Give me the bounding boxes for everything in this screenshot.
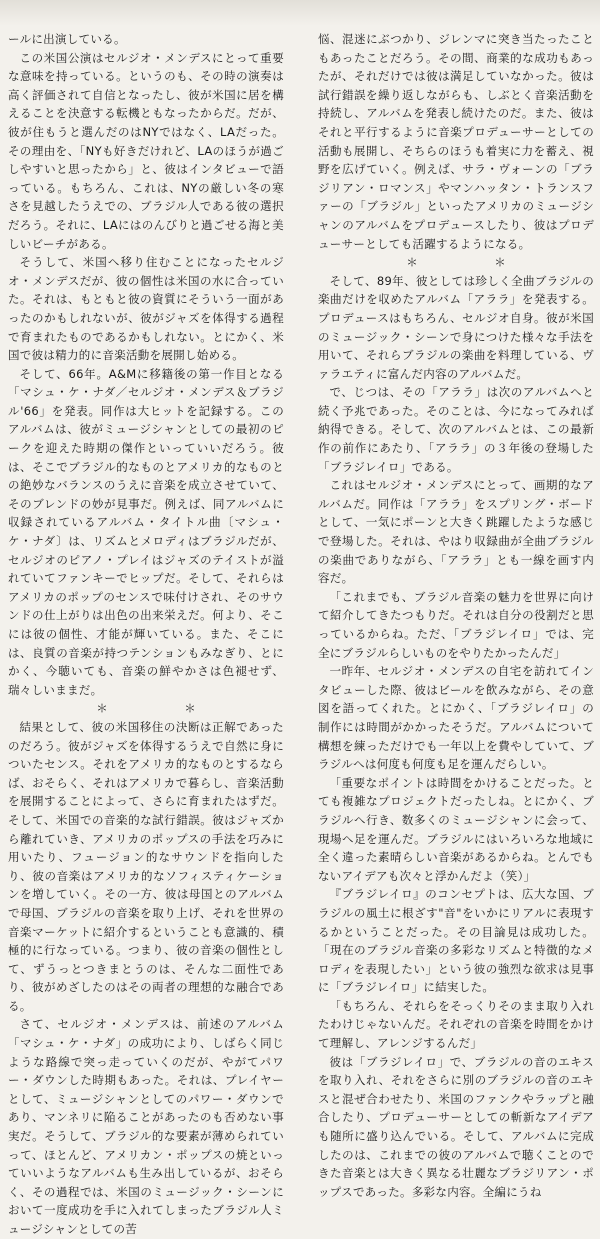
paragraph: ールに出演している。 — [8, 32, 126, 46]
paragraph: これはセルジオ・メンデスにとって、画期的なアルバムだ。同作は「アララ」をスプリング・ボードとして、一気にポーンと大きく跳躍したような感じで登場した。それは、やはり収録曲が全曲ブラジルの楽曲でありながら、「アララ」とも一線を画す内容だ。 — [318, 478, 594, 586]
paragraph: さて、セルジオ・メンデスは、前述のアルバム「マシュ・ケ・ナダ」の成功により、しばらく同じような路線で突っ走っていくのだが、やがてパワー・ダウンした時期もあった。それは、プレイヤーとして、ミュージシャンとしてのパワー・ダウンであり、マンネリに陥ることがあったのも否めない事実だ。そうして、ブラジル的な要素が薄められていって、ほとんど、アメリカン・ポップスの焼といっていいようなアルバムも生み出しているが、おそらく、その過程では、米国のミュージック・シーンにおいて一度成功を手に入れてしまったブラジル人ミュージシャンとしての苦 — [8, 1017, 284, 1236]
paragraph: この米国公演はセルジオ・メンデスにとって重要な意味を持っている。というのも、その時の演奏は高く評価されて自信となったし、彼が米国に居を構えることを決意する転機ともなったからだ。だが、彼が住もうと選んだのはNYではなく、LAだった。その理由を、「NYも好きだけれど、LAのほうが過ごしやすいと思ったから」と、彼はインタビューで語っている。もちろん、これは、NYの厳しい冬の寒さを見越したうえでの、ブラジル人である彼の選択だろう。それに、LAにはのんびりと過ごせる海と美しいビーチがある。 — [8, 50, 284, 251]
paragraph: 「もちろん、それらをそっくりそのまま取り入れたわけじゃないんだ。それぞれの音楽を時間をかけて理解し、アレンジするんだ」 — [318, 998, 594, 1051]
section-separator — [318, 253, 594, 272]
paragraph: 一昨年、セルジオ・メンデスの自宅を訪れてインタビューした際、彼はビールを飲みながら、その意図を語ってくれた。とにかく、「ブラジレイロ」の制作には時間がかかったそうだ。アルバムについて構想を練っただけでも一年以上を費やしていて、ブラジルへは何度も何度も足を運んだらしい。 — [318, 664, 594, 772]
separator-asterisk: ＊ — [406, 255, 418, 270]
paragraph: そうして、米国へ移り住むことになったセルジオ・メンデスだが、彼の個性は米国の水に合っていた。それは、もともと彼の資質にそういう一面があったのかもしれないが、彼がジャズを体得する過程で育まれたものであるかもしれない。とにかく、米国で彼は精力的に音楽活動を展開し始める。 — [8, 255, 284, 363]
paragraph: 『ブラジレイロ』のコンセプトは、広大な国、ブラジルの風土に根ざす"音"をいかにリアルに表現するかということだった。その目論見は成功した。「現在のブラジル音楽の多彩なリズムと特徴的なメロディを表現したい」という彼の強烈な欲求は見事に「ブラジレイロ」に結実した。 — [318, 887, 594, 995]
left-column — [8, 30, 284, 1236]
top-edge-shadow — [0, 0, 600, 26]
right-column — [318, 30, 594, 1200]
separator-asterisk: ＊ — [184, 701, 196, 716]
paragraph: 「重要なポイントは時間をかけることだった。とても複雑なプロジェクトだったしね。とにかく、ブラジルへ行き、数多くのミュージシャンに会って、現場へ足を運んだ。ブラジルにはいろいろな地域に全く違った素晴らしい音楽があるからね。とんでもないアイデアも次々と浮かんだよ（笑）」 — [318, 775, 594, 883]
paragraph: 悩、混迷にぶつかり、ジレンマに突き当たったこともあったことだろう。その間、商業的な成功もあったが、それだけでは彼は満足していなかった。彼は試行錯誤を繰り返しながらも、しぶとく音楽活動を持続し、アルバムを発表し続けたのだ。また、彼はそれと平行するように音楽プロデューサーとしての活動も展開し、そちらのほうも着実に力を蓄え、視野を広げていく。例えば、サラ・ヴォーンの「ブラジリアン・ロマンス」やマンハッタン・トランスファーの「ブラジル」といったアメリカのミュージシャンのアルバムをプロデュースしたり、彼はプロデューサーとしても活躍するようになる。 — [318, 32, 594, 251]
paragraph: 彼は「ブラジレイロ」で、ブラジルの音のエキスを取り入れ、それをさらに別のブラジルの音のエキスと混ぜ合わせたり、米国のファンクやラップと融合したり、プロデューサーとしての斬新なアイデアも随所に盛り込んでいる。そして、アルバムに完成したのは、これまでの彼のアルバムで聴くことのできた音楽とは大きく異なる壮麗なブラジリアン・ポップスであった。多彩な内容。全編にうね — [318, 1054, 594, 1199]
paragraph: そして、89年、彼としては珍しく全曲ブラジルの楽曲だけを収めたアルバム「アララ」を発表する。プロデュースはもちろん、セルジオ自身。彼が米国のミュージック・シーンで身につけた様々な手法を用いて、それらブラジルの楽曲を料理している、ヴァラエティに富んだ内容のアルバムだ。 — [318, 273, 594, 381]
section-separator — [8, 699, 284, 718]
paragraph: そして、66年。A&Mに移籍後の第一作目となる「マシュ・ケ・ナダ／セルジオ・メンデス＆ブラジル'66」を発表。同作は大ヒットを記録する。このアルバムは、彼がミュージシャンとしての最初のピークを迎えた時期の傑作といっていいだろう。彼は、そこでブラジル的なものとアメリカ的なものとの絶妙なバランスのうえに音楽を成立させていて、そのブレンドの妙が見事だ。例えば、同アルバムに収録されているアルバム・タイトル曲〔マシュ・ケ・ナダ〕は、リズムとメロディはブラジルだが、セルジオのピアノ・プレイはジャズのテイストが溢れていてファンキーでヒップだ。そして、それらはアメリカのポップのセンスで味付けされ、そのサウンドの仕上がりは出色の出来栄えだ。何より、そこには彼の個性、才能が輝いている。また、そこには、良質の音楽が持つテンションもみなぎり、とにかく、今聴いても、音楽の鮮やかさは色褪せず、瑞々しいままだ。 — [8, 366, 284, 697]
separator-asterisk: ＊ — [96, 701, 108, 716]
paragraph: で、じつは、その「アララ」は次のアルバムへと続く予兆であった。そのことは、今になってみれば納得できる。そして、次のアルバムとは、この最新作の前作にあたり、「アララ」の３年後の登場した「ブラジレイロ」である。 — [318, 385, 594, 474]
separator-asterisk: ＊ — [494, 255, 506, 270]
paragraph: 結果として、彼の米国移住の決断は正解であったのだろう。彼がジャズを体得するうえで自然に身についたセンス。それをアメリカ的なものとするならば、おそらく、それはアメリカで暮らし、音楽活動を展開することによって、さらに育まれたはずだ。そして、米国での音楽的な試行錯誤。彼はジャズから離れていき、アメリカのポップスの手法を巧みに用いたり、フュージョン的なサウンドを指向したり、彼の音楽はアメリカ的なソフィスティケーションを増していく。その一方、彼は母国とのアルバムで母国、ブラジルの音楽を取り上げ、それを世界の音楽マーケットに紹介するということも意識的、積極的に行なっている。つまり、彼の音楽の個性として、ずうっとつきまとうのは、そんな二面性であり、彼がめざしたのはその両者の理想的な融合である。 — [8, 719, 284, 1013]
paragraph: 「これまでも、ブラジル音楽の魅力を世界に向けて紹介してきたつもりだ。それは自分の役割だと思っているからね。ただ、「ブラジレイロ」では、完全にブラジルらしいものをやりたかったんだ」 — [318, 589, 594, 660]
